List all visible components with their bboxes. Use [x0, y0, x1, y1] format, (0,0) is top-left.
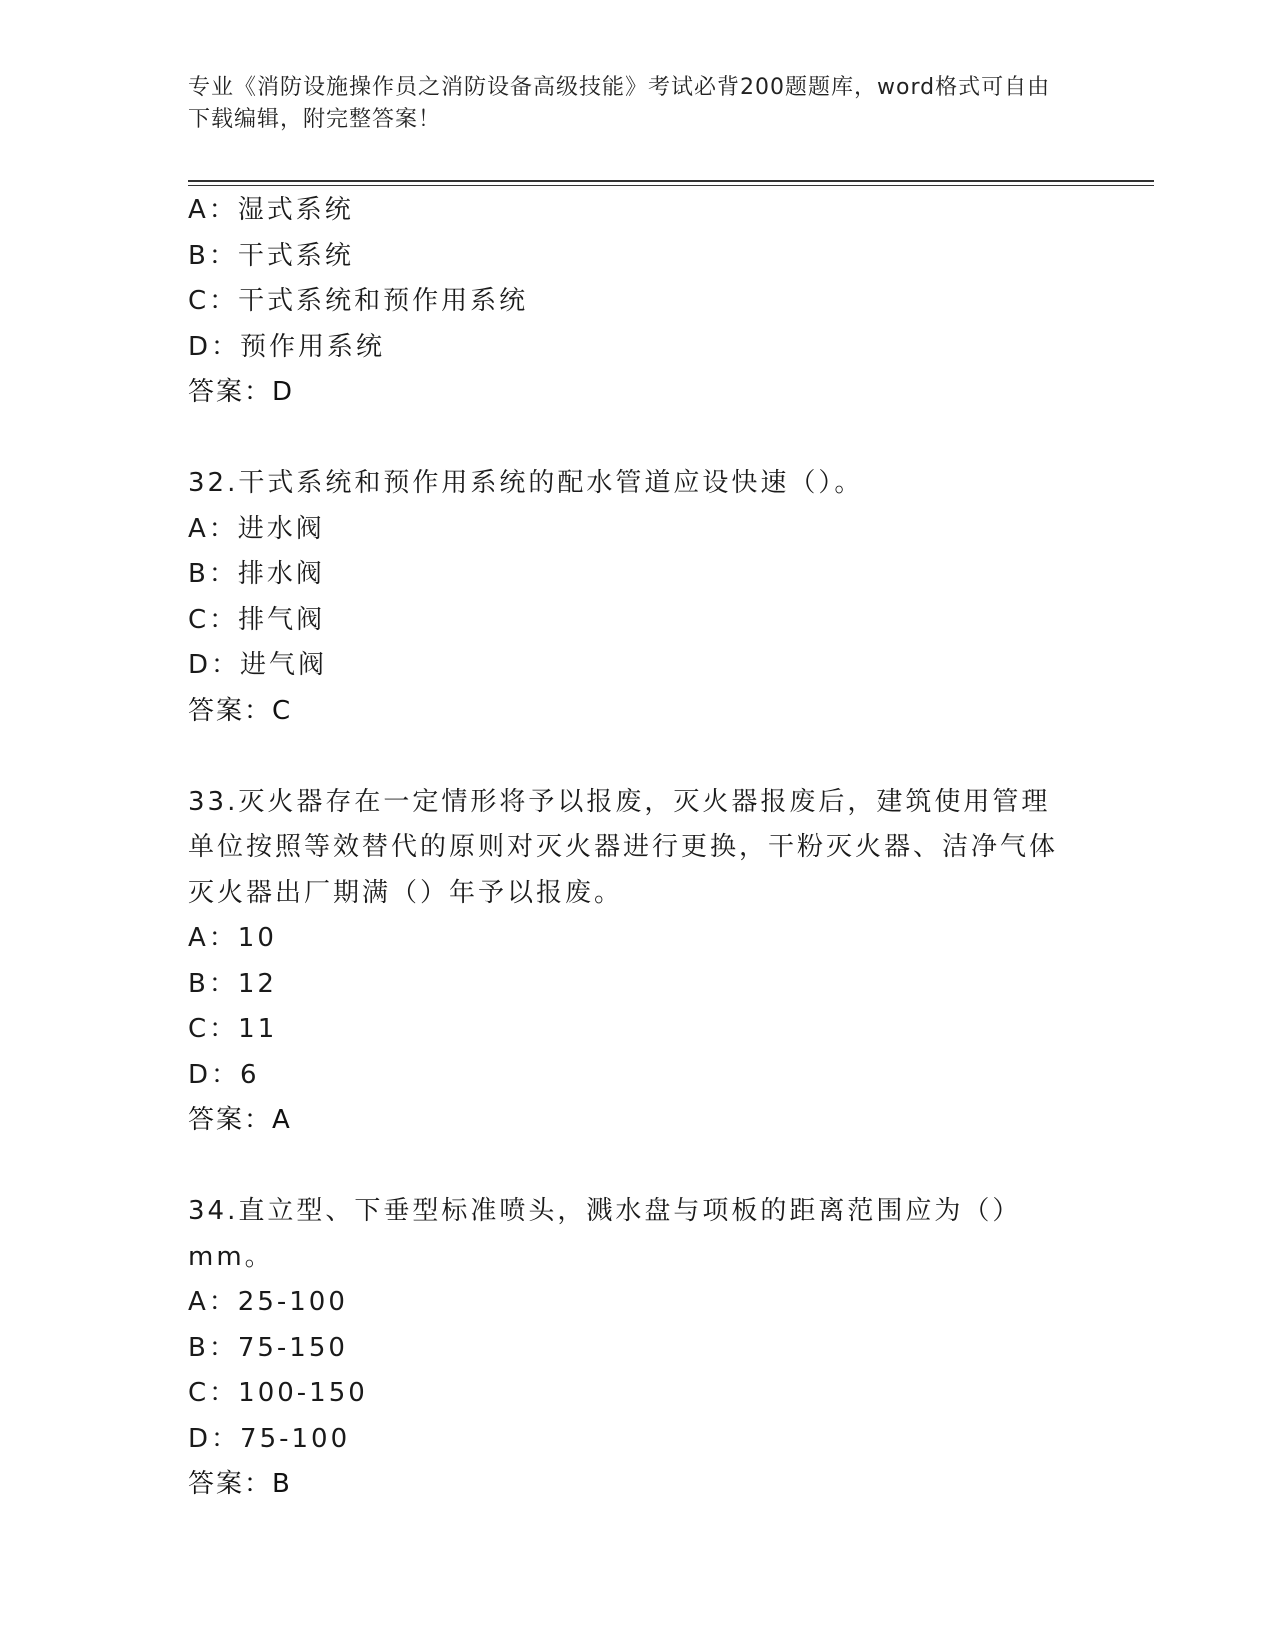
option-d: D：75-100 [188, 1423, 351, 1454]
spacer [188, 1144, 1088, 1190]
option-a: A：进水阀 [188, 513, 325, 544]
option-b: B：75-150 [188, 1332, 348, 1363]
option-c: C：排气阀 [188, 604, 326, 635]
question-block-31 [188, 188, 1088, 416]
option-d: D：进气阀 [188, 650, 328, 680]
answer-line: 答案：D [188, 377, 295, 407]
page-header: 专业《消防设施操作员之消防设备高级技能》考试必背200题题库，word格式可自由下载编辑，附完整答案！ [188, 75, 1051, 132]
question-block-34 [188, 1189, 1088, 1508]
question-text: 32.干式系统和预作用系统的配水管道应设快速（）。 [188, 468, 864, 498]
question-text: 33.灭火器存在一定情形将予以报废，灭火器报废后，建筑使用管理单位按照等效替代的原则对灭火器进行更换，干粉灭火器、洁净气体灭火器出厂期满（）年予以报废。 [188, 786, 1059, 908]
answer-line: 答案：C [188, 695, 293, 726]
header-rule-thin [188, 185, 1154, 186]
spacer [188, 416, 1088, 462]
option-c: C：11 [188, 1014, 278, 1044]
question-block-32 [188, 461, 1088, 734]
option-a: A：10 [188, 923, 277, 953]
option-c: C：干式系统和预作用系统 [188, 286, 529, 316]
option-d: D：预作用系统 [188, 331, 386, 362]
spacer [188, 734, 1088, 780]
option-b: B：干式系统 [188, 240, 354, 271]
option-a: A：湿式系统 [188, 195, 354, 225]
question-block-33 [188, 780, 1088, 1144]
option-a: A：25-100 [188, 1287, 348, 1317]
option-b: B：排水阀 [188, 559, 325, 589]
option-c: C：100-150 [188, 1378, 368, 1408]
option-b: B：12 [188, 968, 277, 999]
question-text: 34.直立型、下垂型标准喷头，溅水盘与项板的距离范围应为（）mm。 [188, 1196, 1022, 1272]
answer-line: 答案：A [188, 1105, 292, 1135]
answer-line: 答案：B [188, 1469, 292, 1499]
header-rule [188, 180, 1154, 182]
question-list [188, 188, 1088, 1508]
option-d: D：6 [188, 1059, 260, 1090]
